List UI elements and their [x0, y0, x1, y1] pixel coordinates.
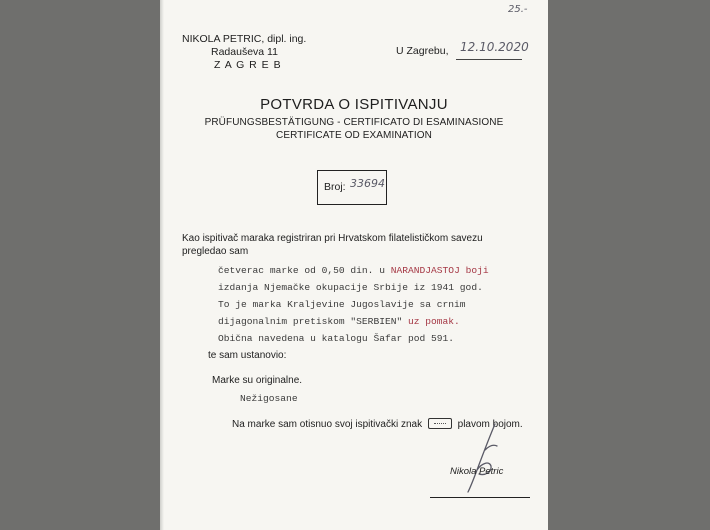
- signature-line: [430, 497, 530, 498]
- established-label: te sam ustanovio:: [208, 350, 287, 361]
- stamp-text-after: plavom bojom.: [457, 419, 523, 431]
- intro-line-1: Kao ispitivač maraka registriran pri Hrvatskom filatelističkom savezu: [182, 233, 483, 244]
- typed-shift-highlight: uz pomak.: [408, 316, 460, 327]
- typed-colour-highlight: NARANDJASTOJ boji: [390, 265, 489, 276]
- certificate-number-label: Broj:: [324, 181, 346, 193]
- date-handwritten: 12.10.2020: [460, 40, 529, 54]
- signatory-name: Nikola Petric: [450, 466, 504, 477]
- intro-line-2: pregledao sam: [182, 246, 249, 257]
- typed-line-1: [218, 265, 489, 276]
- typed-line-5: Obična navedena u katalogu Šafar pod 591.: [218, 333, 455, 344]
- sender-city: Z A G R E B: [214, 59, 282, 71]
- sender-name: NIKOLA PETRIC, dipl. ing.: [182, 33, 307, 45]
- document-title: POTVRDA O ISPITIVANJU: [260, 96, 448, 113]
- place-label: U Zagrebu,: [396, 45, 449, 57]
- stamp-text-before: Na marke sam otisnuo svoj ispitivački znak: [232, 419, 423, 431]
- certificate-document: [160, 0, 548, 530]
- page-edge: [160, 0, 164, 530]
- typed-line-1-text: četverac marke od 0,50 din. u: [218, 265, 385, 276]
- signature-scribble: [455, 420, 515, 496]
- unused-statement: Nežigosane: [240, 393, 298, 404]
- typed-line-4: [218, 316, 460, 327]
- corner-price-mark: 25.-: [508, 4, 528, 15]
- sender-street: Radauševa 11: [211, 46, 278, 58]
- certificate-number: 33694: [350, 177, 385, 190]
- date-underline: [456, 59, 522, 60]
- document-subtitle-1: PRÜFUNGSBESTÄTIGUNG - CERTIFICATO DI ESAMINASIONE: [204, 117, 504, 128]
- typed-line-4-text: dijagonalnim pretiskom "SERBIEN": [218, 316, 403, 327]
- typed-line-2: izdanja Njemačke okupacije Srbije iz 1941 god.: [218, 282, 483, 293]
- examiner-mark-icon: [428, 418, 452, 429]
- typed-line-3: To je marka Kraljevine Jugoslavije sa crnim: [218, 299, 466, 310]
- document-subtitle-2: CERTIFICATE OD EXAMINATION: [276, 130, 432, 141]
- original-statement: Marke su originalne.: [212, 375, 303, 386]
